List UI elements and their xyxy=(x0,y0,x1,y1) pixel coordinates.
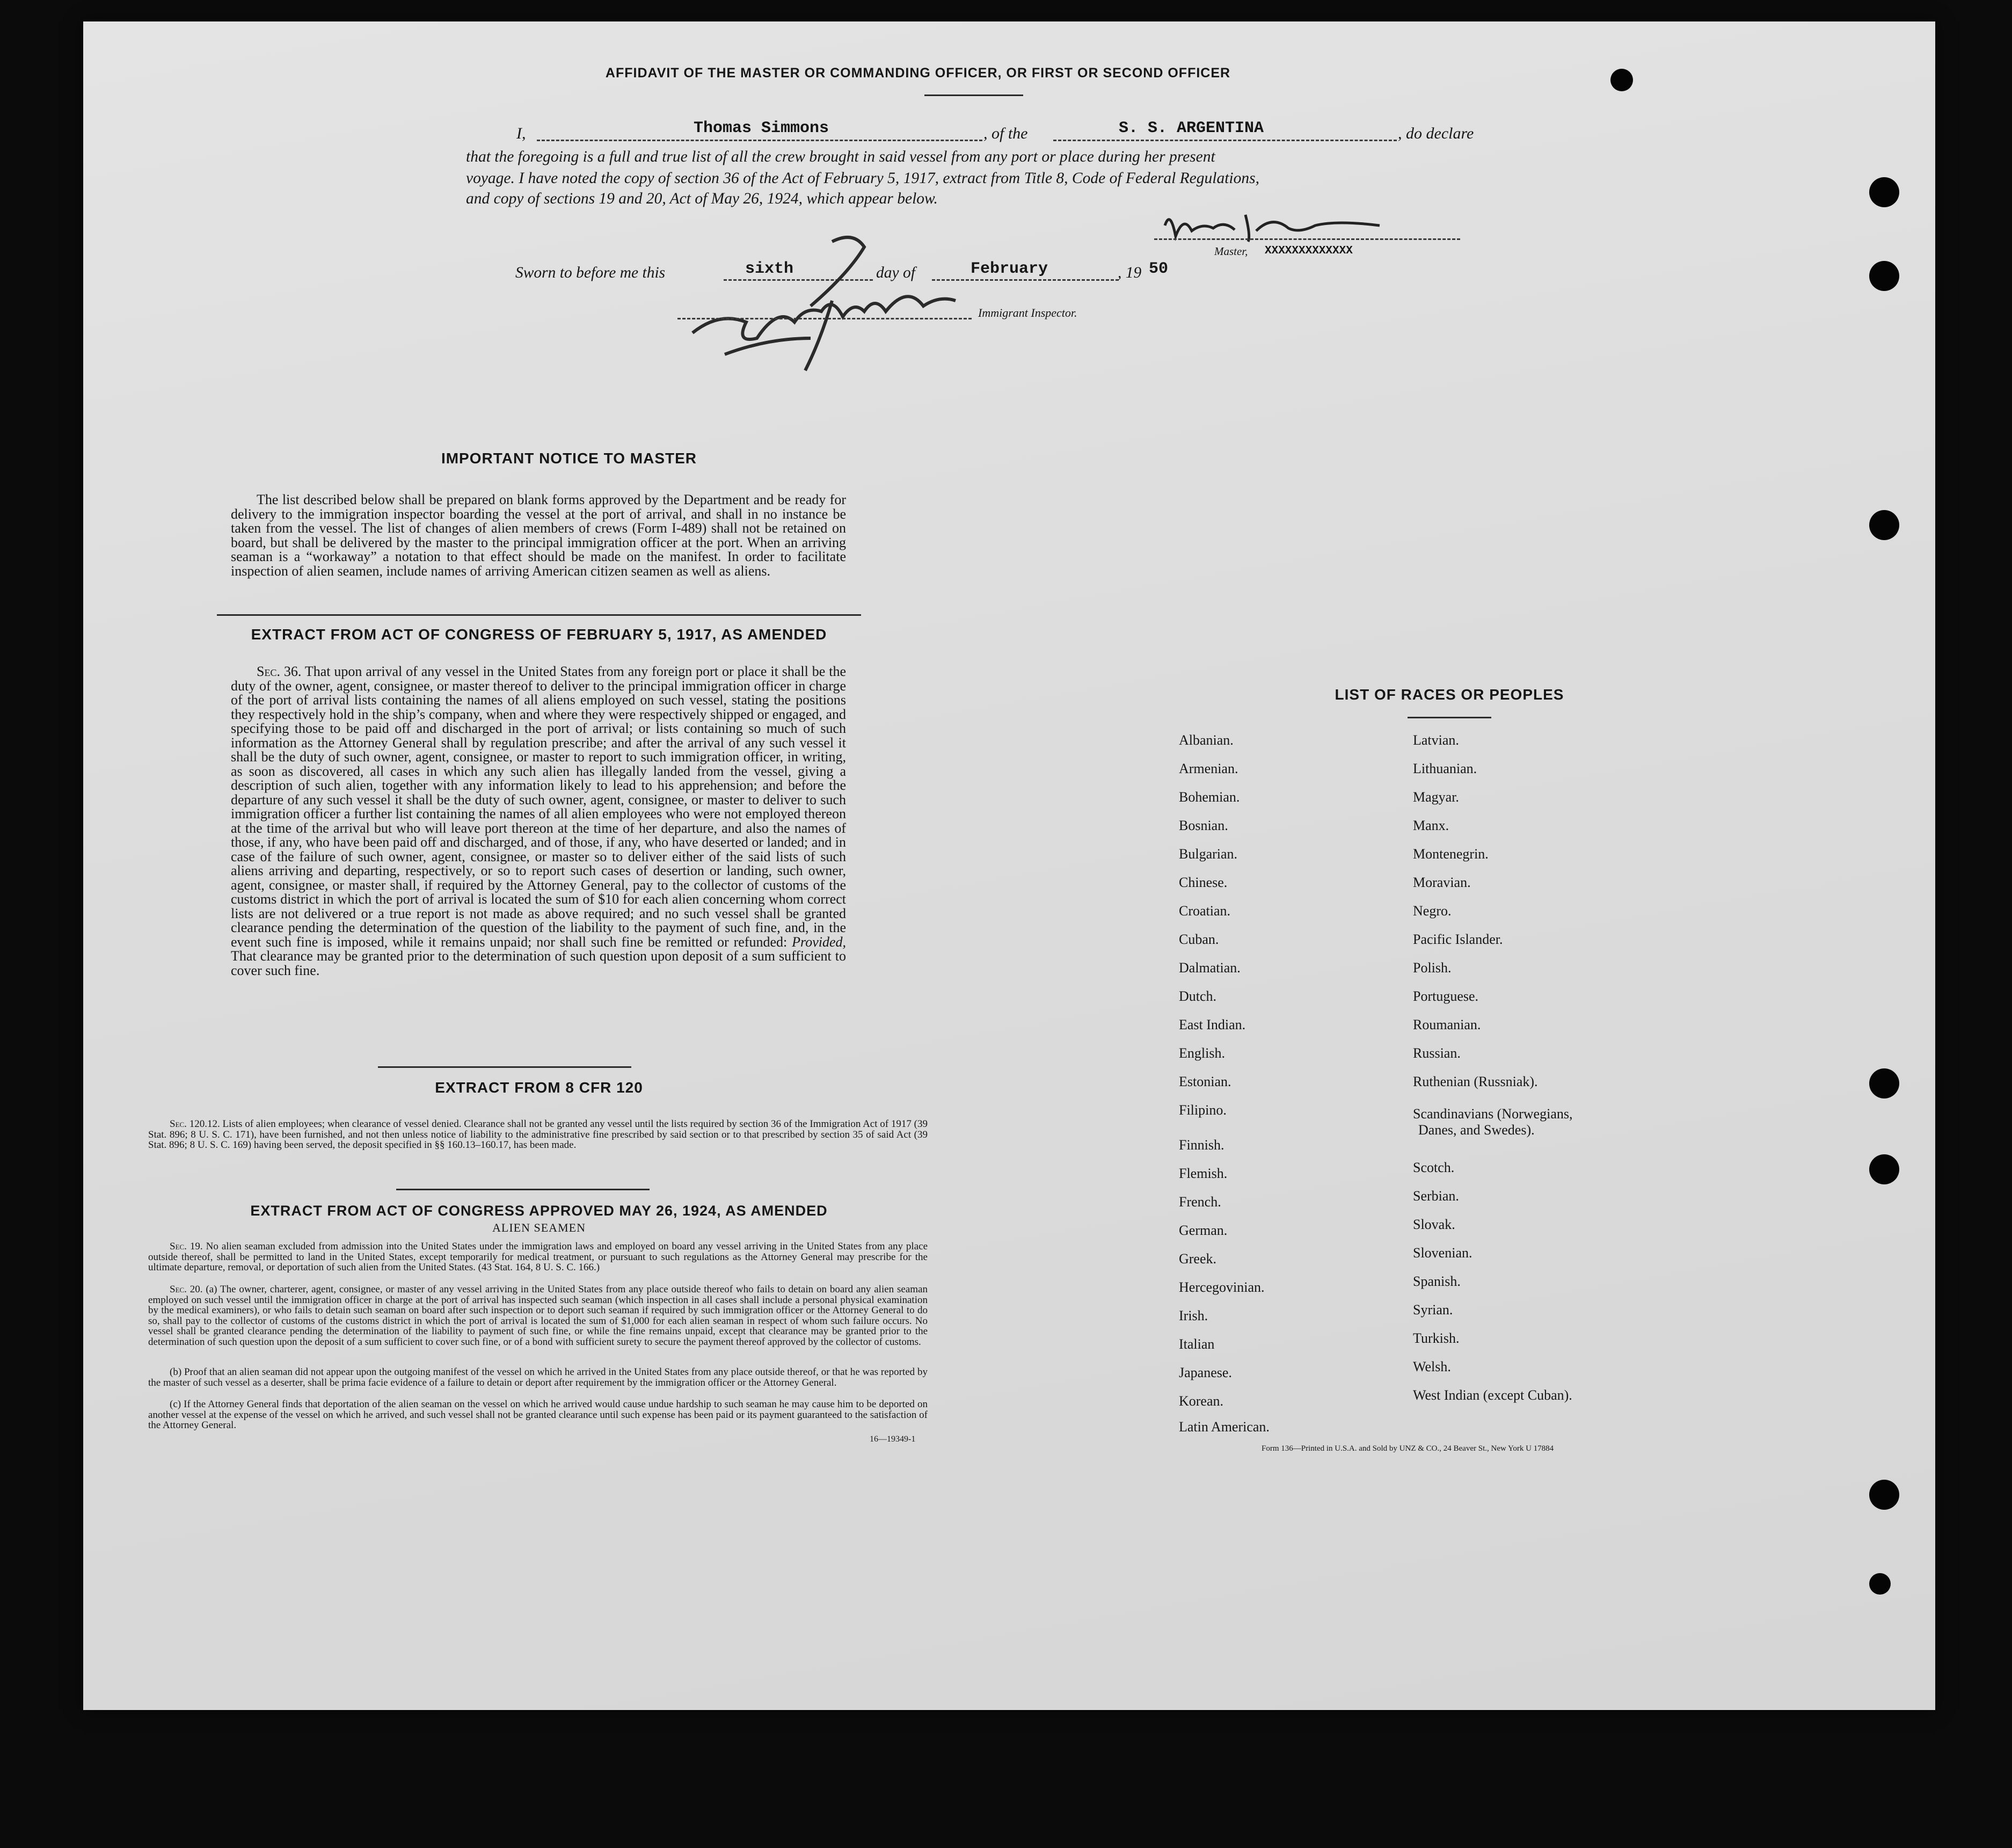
punch-hole xyxy=(1869,1573,1891,1595)
race-item: English. xyxy=(1179,1045,1225,1061)
race-item: Croatian. xyxy=(1179,903,1231,919)
punch-hole xyxy=(1869,510,1899,540)
sec-36-label: Sec. 36. xyxy=(257,664,302,679)
race-item: Roumanian. xyxy=(1413,1017,1481,1032)
punch-hole xyxy=(1869,177,1899,207)
race-item: Magyar. xyxy=(1413,789,1459,805)
race-item: Scotch. xyxy=(1413,1160,1455,1175)
race-item: Slovak. xyxy=(1413,1217,1455,1232)
race-item: Lithuanian. xyxy=(1413,761,1477,776)
sec-20c-body: (c) If the Attorney General finds that deportation of the alien seaman on the vessel on which he arrived would cause undue hardship to such seaman he may cause him to be deported on another vessel at the expense of the vessel on which he arrived, and such vessel shall not be granted clearance until such expense has been paid or its payment guaranteed to the satisfaction of the Attorney General. xyxy=(148,1399,928,1431)
race-item: German. xyxy=(1179,1223,1228,1238)
race-item: Finnish. xyxy=(1179,1137,1224,1153)
act-1917-body xyxy=(231,665,846,978)
sworn-year: 50 xyxy=(1149,260,1169,278)
provided-word: Provided, xyxy=(792,934,846,950)
race-item: Bohemian. xyxy=(1179,789,1240,805)
race-item: Japanese. xyxy=(1179,1365,1232,1380)
races-title: LIST OF RACES OR PEOPLES xyxy=(1335,686,1564,703)
inspector-signature xyxy=(671,231,993,381)
year-prefix: , 19 xyxy=(1118,264,1142,281)
race-item: Hercegovinian. xyxy=(1179,1279,1265,1295)
notice-body: The list described below shall be prepared on blank forms approved by the Department and be ready for delivery to the immigration inspector boarding the vessel at the port of arrival, and shall in no instance be taken from the vessel. The list of changes of alien members of crews (Form I-489) shall not be retained on board, but shall be delivered by the master to the principal immigration officer at the port. When an arriving seaman is a “workaway” a notation to that effect should be made on the manifest. In order to facilitate inspection of alien seamen, include names of arriving American citizen seamen as well as aliens. xyxy=(231,492,846,579)
sec-20a-text: (a) The owner, charterer, agent, consignee, or master of any vessel arriving in the United States from any place outside thereof who fails to detain on board any alien seaman employed on such vessel until the immigration officer in charge at the port of arrival has inspected such seaman (which inspection in all cases shall include a personal physical examination by the medical examiners), or who fails to detain such seaman on board after such inspection or to deport such seaman if required by such immigration officer or the Attorney General to do so, shall pay to the collector of customs of the customs district in which the port of arrival is located the sum of $1,000 for each alien seaman in respect of whom such failure occurs. No vessel shall be granted clearance pending the determination of the liability to payment of such fine, or while the fine remains unpaid, except that clearance may be granted prior to the determination of such question upon the deposit of a sum sufficient to cover such fine, or of a bond with sufficient surety to secure the payment thereof approved by the collector of customs. xyxy=(148,1284,928,1348)
race-item: Bosnian. xyxy=(1179,818,1228,833)
punch-hole xyxy=(1869,1068,1899,1098)
race-item: Dutch. xyxy=(1179,988,1217,1004)
race-item: Welsh. xyxy=(1413,1359,1451,1374)
notice-title: IMPORTANT NOTICE TO MASTER xyxy=(441,450,697,467)
divider xyxy=(924,94,1023,96)
affidavit-pronoun: I, xyxy=(516,125,526,142)
cfr-sec-label: Sec. 120.12. xyxy=(170,1118,220,1130)
race-item: Manx. xyxy=(1413,818,1449,833)
divider xyxy=(378,1066,631,1068)
sworn-prefix: Sworn to before me this xyxy=(515,264,666,281)
race-item: Flemish. xyxy=(1179,1166,1228,1181)
race-item: Irish. xyxy=(1179,1308,1208,1323)
divider xyxy=(217,614,861,616)
do-declare-label: , do declare xyxy=(1398,125,1474,142)
punch-hole xyxy=(1869,1154,1899,1184)
race-item: Bulgarian. xyxy=(1179,846,1238,862)
cfr-title: EXTRACT FROM 8 CFR 120 xyxy=(435,1079,643,1096)
master-signature xyxy=(1154,204,1390,247)
form-footer: Form 136—Printed in U.S.A. and Sold by UNZ & CO., 24 Beaver St., New York U 17884 xyxy=(1262,1444,1554,1453)
fill-line xyxy=(677,318,972,319)
race-item: Serbian. xyxy=(1413,1188,1459,1204)
affidavit-line: and copy of sections 19 and 20, Act of May 26, 1924, which appear below. xyxy=(466,190,938,207)
race-item: Korean. xyxy=(1179,1393,1224,1409)
sec-36-text: That upon arrival of any vessel in the United States from any foreign port or place it shall be the duty of the owner, agent, consignee, or master thereof to deliver to the principal immigration officer in charge of the port of arrival lists containing the names of all aliens employed on such vessel, stating the positions they respectively hold in the ship’s company, when and where they were respectively shipped or engaged, and specifying those to be paid off and discharged in the port of arrival; or lists containing so much of such information as the Attorney General shall by regulation prescribe; and after the arrival of any such vessel it shall be the duty of such owner, agent, consignee, or master to report to such immigration officer, in writing, as soon as discovered, all cases in which any such alien has illegally landed from the vessel, giving a description of such alien, together with any information likely to lead to his apprehension; and before the departure of any such vessel it shall be the duty of such owner, agent, consignee, or master to deliver to such immigration officer a further list containing the names of all alien employees who were not employed thereon at the time of the arrival but who will leave port thereon at the time of her departure, and also the names of those, if any, who have been paid off and discharged, and of those, if any, who have deserted or landed; and in case of the failure of such owner, agent, consignee, or master so to deliver either of the said lists of such aliens arriving and departing, respectively, or so to report such cases of desertion or landing, such owner, agent, consignee, or master shall, if required by the Attorney General, pay to the collector of customs of the customs district in which the port of arrival is located the sum of $10 for each alien concerning whom correct lists are not delivered or a true report is not made as above required; and no such vessel shall be granted clearance pending the determination of the question of the liability to the payment of such fine, and, in the event such fine is imposed, while it remains unpaid; nor shall such fine be remitted or refunded: xyxy=(231,664,847,950)
punch-hole xyxy=(1869,261,1899,291)
struck-officer-title: XXXXXXXXXXXXX xyxy=(1265,245,1353,257)
inspector-caption: Immigrant Inspector. xyxy=(978,306,1077,319)
race-item: Russian. xyxy=(1413,1045,1461,1061)
cfr-body xyxy=(148,1119,928,1151)
race-item: Albanian. xyxy=(1179,732,1234,748)
race-item: Ruthenian (Russniak). xyxy=(1413,1074,1538,1089)
act-1924-title: EXTRACT FROM ACT OF CONGRESS APPROVED MAY 26, 1924, AS AMENDED xyxy=(250,1203,828,1219)
sec-20a-body xyxy=(148,1284,928,1348)
print-code: 16—19349-1 xyxy=(870,1435,916,1444)
sec-36-proviso: That clearance may be granted prior to the determination of such question upon deposit of a sum sufficient to cover such fine. xyxy=(231,948,846,978)
sworn-month: February xyxy=(971,260,1048,278)
vessel-name: S. S. ARGENTINA xyxy=(1119,119,1264,137)
fill-line xyxy=(1053,140,1397,141)
sec-19-label: Sec. 19. xyxy=(170,1241,203,1252)
race-item: Scandinavians (Norwegians, xyxy=(1413,1106,1573,1122)
race-item: Chinese. xyxy=(1179,875,1228,890)
race-item: Latvian. xyxy=(1413,732,1459,748)
race-item: French. xyxy=(1179,1194,1221,1210)
cfr-text: Lists of alien employees; when clearance of vessel denied. Clearance shall not be granted any vessel until the lists required by section 36 of the Immigration Act of 1917 (39 Stat. 896; 8 U. S. C. 171), have been furnished, and not then unless notice of liability to the administrative fine prescribed by said section or to that prescribed by section 35 of said Act (39 Stat. 896; 8 U. S. C. 169) having been served, the deposit specified in §§ 160.13–160.17, has been made. xyxy=(148,1118,928,1151)
affidavit-heading: AFFIDAVIT OF THE MASTER OR COMMANDING OFFICER, OR FIRST OR SECOND OFFICER xyxy=(605,66,1231,81)
race-item: East Indian. xyxy=(1179,1017,1246,1032)
race-item: Moravian. xyxy=(1413,875,1471,890)
race-item: Danes, and Swedes). xyxy=(1418,1122,1535,1138)
race-item: Greek. xyxy=(1179,1251,1217,1267)
of-the-label: , of the xyxy=(983,125,1028,142)
ink-blot xyxy=(1610,69,1633,91)
race-item: Polish. xyxy=(1413,960,1452,976)
race-item: Spanish. xyxy=(1413,1274,1461,1289)
master-caption: Master, xyxy=(1214,245,1248,258)
day-of-label: day of xyxy=(876,264,915,281)
divider xyxy=(1408,717,1491,718)
race-item: Negro. xyxy=(1413,903,1452,919)
race-item: Turkish. xyxy=(1413,1330,1460,1346)
race-item: Estonian. xyxy=(1179,1074,1231,1089)
affidavit-line: voyage. I have noted the copy of section 36 of the Act of February 5, 1917, extract from Title 8, Code of Federal Regulations, xyxy=(466,170,1259,187)
race-item: Italian xyxy=(1179,1336,1215,1352)
race-item: Pacific Islander. xyxy=(1413,932,1503,947)
race-item: Syrian. xyxy=(1413,1302,1453,1318)
sworn-day: sixth xyxy=(745,260,794,278)
race-item: West Indian (except Cuban). xyxy=(1413,1387,1572,1403)
race-item: Latin American. xyxy=(1179,1419,1270,1435)
sec-20-label: Sec. 20. xyxy=(170,1284,203,1295)
race-item: Filipino. xyxy=(1179,1102,1227,1118)
punch-hole xyxy=(1869,1480,1899,1510)
fill-line xyxy=(1154,238,1460,240)
race-item: Montenegrin. xyxy=(1413,846,1489,862)
act-1924-subtitle: ALIEN SEAMEN xyxy=(492,1221,586,1234)
divider xyxy=(396,1189,650,1190)
race-item: Slovenian. xyxy=(1413,1245,1472,1261)
affidavit-line: that the foregoing is a full and true list of all the crew brought in said vessel from any port or place during her present xyxy=(466,148,1215,165)
fill-line xyxy=(537,140,982,141)
sec-19-body xyxy=(148,1241,928,1273)
sec-19-text: No alien seaman excluded from admission into the United States under the immigration laws and employed on board any vessel arriving in the United States from any place outside thereof, shall be permitted to land in the United States, except temporarily for medical treatment, or pursuant to such regulations as the Attorney General may prescribe for the ultimate departure, removal, or deportation of such alien from the United States. (43 Stat. 164, 8 U. S. C. 166.) xyxy=(148,1241,928,1274)
race-item: Dalmatian. xyxy=(1179,960,1241,976)
race-item: Armenian. xyxy=(1179,761,1238,776)
act-1917-title: EXTRACT FROM ACT OF CONGRESS OF FEBRUARY 5, 1917, AS AMENDED xyxy=(251,626,827,643)
race-item: Portuguese. xyxy=(1413,988,1479,1004)
race-item: Cuban. xyxy=(1179,932,1219,947)
sec-20b-body: (b) Proof that an alien seaman did not appear upon the outgoing manifest of the vessel on which he arrived in the United States from any place outside thereof, or that he was reported by the master of such vessel as a deserter, shall be prima facie evidence of a failure to detain or deport after requirement by the immigration officer or the Attorney General. xyxy=(148,1366,928,1388)
master-name: Thomas Simmons xyxy=(694,119,829,137)
